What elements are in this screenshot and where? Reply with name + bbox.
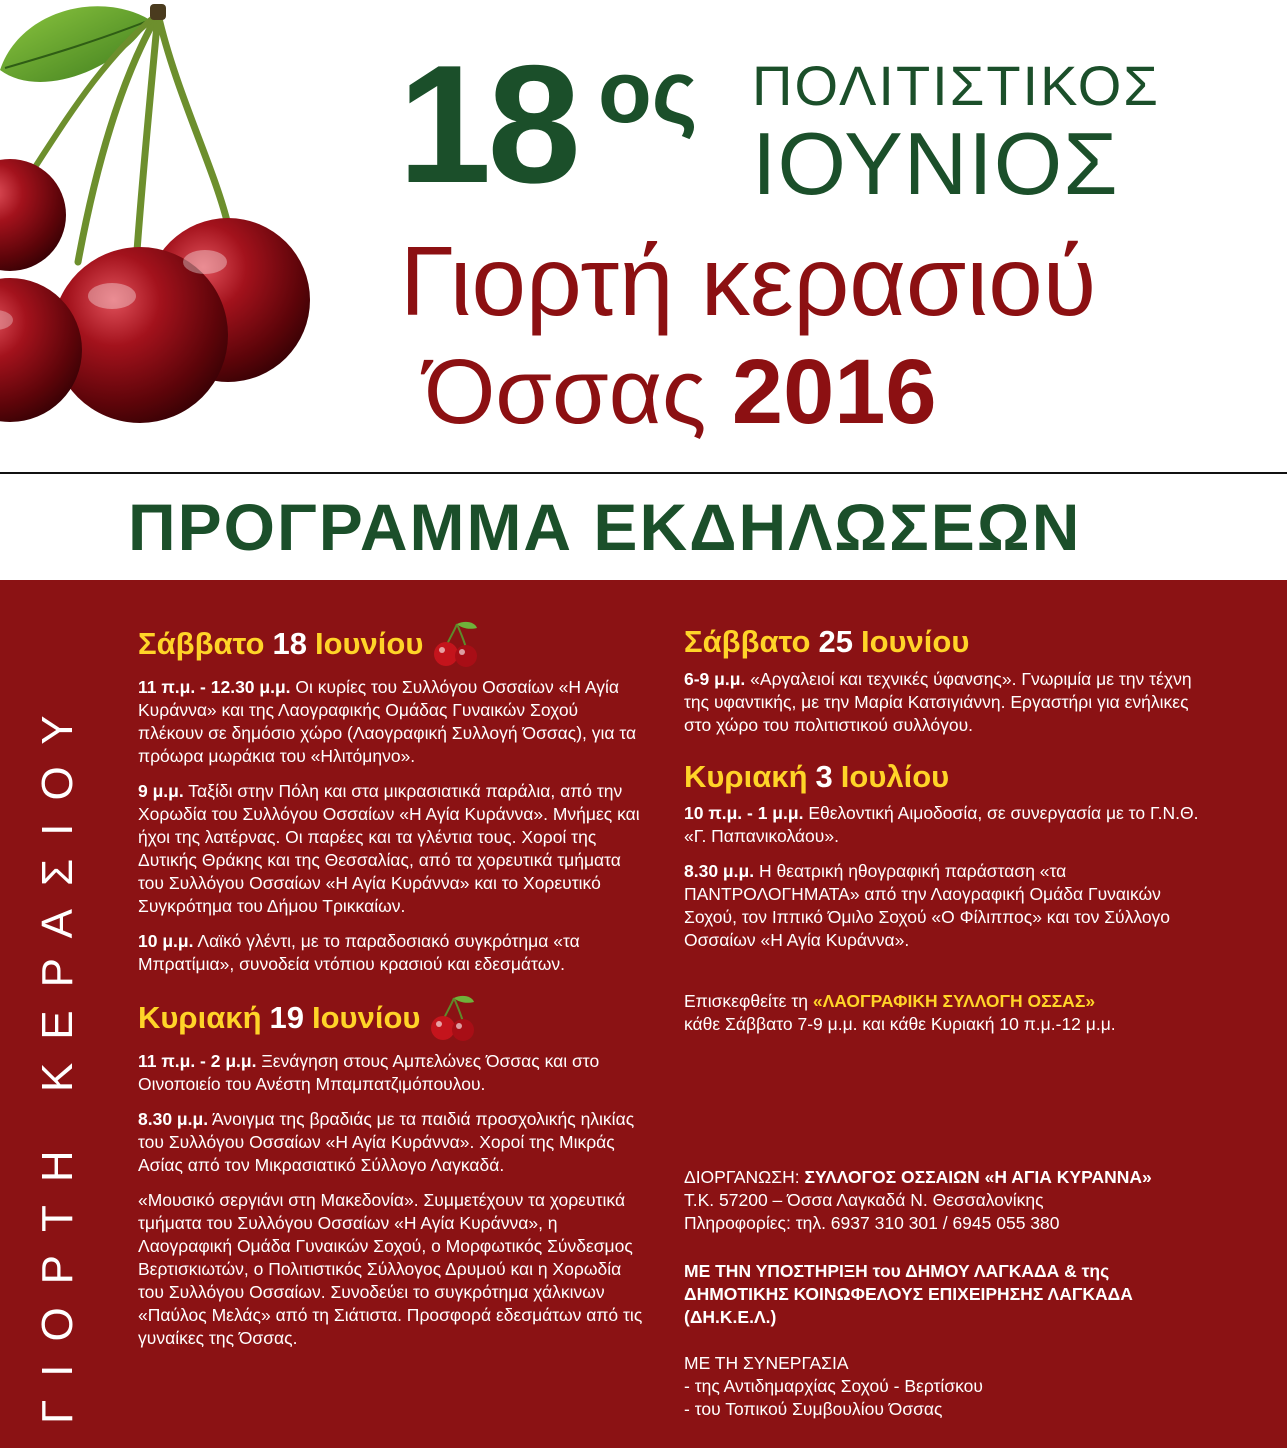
festival-subtitle (424, 341, 937, 443)
cherry-shape (0, 159, 66, 271)
day-number: 25 (818, 624, 853, 659)
vertical-festival-label: ΓΙΟΡΤΗ ΚΕΡΑΣΙΟΥ (33, 692, 82, 1424)
collab-item: - της Αντιδημαρχίας Σοχού - Βερτίσκου (684, 1376, 983, 1396)
day-heading-sat18 (138, 620, 648, 668)
day-weekday: Σάββατο (684, 624, 811, 659)
event-item (138, 1108, 648, 1177)
day-month: Ιουλίου (840, 758, 950, 794)
visit-museum-name: «ΛΑΟΓΡΑΦΙΚΗ ΣΥΛΛΟΓΗ ΟΣΣΑΣ» (812, 991, 1096, 1012)
support-line: ΔΗΜΟΤΙΚΗΣ ΚΟΙΝΩΦΕΛΟΥΣ ΕΠΙΧΕΙΡΗΣΗΣ ΛΑΓΚΑΔΑ (684, 1284, 1133, 1304)
support-block (684, 1260, 1244, 1329)
organizer-label: ΔΙΟΡΓΑΝΩΣΗ: (684, 1167, 800, 1187)
collab-item: - του Τοπικού Συμβουλίου Όσσας (684, 1399, 943, 1419)
event-text: «Μουσικό σεργιάνι στη Μακεδονία». Συμμετέχουν τα χορευτικά τμήματα του Συλλόγου Οσσαίων «Η Αγία Κυράννα», η Λαογραφική Ομάδα Γυναικών Σοχού, ο Μορφωτικός Σύνδεσμος Βερτισκιωτών, ο Πολιτιστικός Σύλλογος Δρυμού και η Χορωδία του Συλλόγου Οσσαίων. Συνοδεύει το συγκρότημα χάλκινων «Παύλος Μελάς» από τη Σιάτιστα. Προσφορά εδεσμάτων από τις γυναίκες της Όσσας. (138, 1190, 643, 1348)
organizer-name: ΣΥΛΛΟΓΟΣ ΟΣΣΑΙΩΝ «Η ΑΓΙΑ ΚΥΡΑΝΝΑ» (804, 1167, 1152, 1187)
festival-place: Όσσας (424, 341, 707, 443)
event-time: 11 π.μ. - 2 μ.μ. (138, 1051, 257, 1071)
event-item (684, 802, 1204, 848)
event-text: «Αργαλειοί και τεχνικές ύφανσης». Γνωριμία με την τέχνη της υφαντικής, με την Μαρία Κατσιγιάννη. Εργαστήρι για ενήλικες στο χώρο του πολιτιστικού συλλόγου. (684, 668, 1192, 735)
cherry-icon (431, 620, 483, 668)
visit-schedule: κάθε Σάββατο 7-9 μ.μ. και κάθε Κυριακή 10 π.μ.-12 μ.μ. (684, 1014, 1116, 1035)
support-line: (ΔΗ.Κ.Ε.Λ.) (684, 1307, 777, 1327)
day-weekday: Κυριακή (684, 758, 808, 794)
event-item (138, 1189, 648, 1350)
organizer-address: Τ.Κ. 57200 – Όσσα Λαγκαδά Ν. Θεσσαλονίκης (684, 1190, 1044, 1210)
event-text: Εθελοντική Αιμοδοσία, σε συνεργασία με το Γ.Ν.Θ. «Γ. Παπανικολάου». (684, 803, 1199, 847)
program-right-column (684, 624, 1204, 1036)
event-item (684, 668, 1204, 737)
festival-year: 2016 (731, 341, 937, 443)
event-name-line2: ΙΟΥΝΙΟΣ (752, 114, 1119, 213)
event-time: 9 μ.μ. (138, 781, 184, 801)
event-item (138, 676, 648, 768)
festival-title: Γιορτή κερασιού (400, 226, 1097, 336)
day-number: 3 (815, 758, 833, 794)
event-name-line1: ΠΟΛΙΤΙΣΤΙΚΟΣ (752, 54, 1160, 117)
day-weekday: Κυριακή (138, 1000, 262, 1036)
event-text: Λαϊκό γλέντι, με το παραδοσιακό συγκρότημα «τα Μπρατίμια», συνοδεία ντόπιου κρασιού και εδεσμάτων. (138, 931, 580, 974)
edition-number: 18 (398, 30, 577, 218)
day-weekday: Σάββατο (138, 626, 265, 662)
cherry-icon (428, 994, 480, 1042)
day-heading-sat25 (684, 624, 1204, 660)
visit-prefix: Επισκεφθείτε τη (684, 991, 808, 1012)
event-time: 6-9 μ.μ. (684, 668, 746, 689)
event-time: 8.30 μ.μ. (138, 1109, 209, 1129)
program-title: ΠΡΟΓΡΑΜΜΑ ΕΚΔΗΛΩΣΕΩΝ (128, 490, 1082, 564)
event-time: 8.30 μ.μ. (684, 861, 755, 882)
event-item (138, 1050, 648, 1096)
organizer-block (684, 1166, 1244, 1235)
header-divider (0, 472, 1287, 474)
museum-visit-note (684, 990, 1204, 1036)
event-text: Ξενάγηση στους Αμπελώνες Όσσας και στο Οινοποιείο του Ανέστη Μπαμπατζιμόπουλου. (138, 1051, 600, 1094)
day-number: 19 (269, 1000, 304, 1036)
event-time: 10 μ.μ. (138, 931, 194, 951)
support-line: ΜΕ ΤΗΝ ΥΠΟΣΤΗΡΙΞΗ του ΔΗΜΟΥ ΛΑΓΚΑΔΑ & της (684, 1261, 1110, 1281)
program-left-column (138, 620, 648, 1350)
event-text: Η θεατρική ηθογραφική παράσταση «τα ΠΑΝΤΡΟΛΟΓΗΜΑΤΑ» από την Λαογραφική Ομάδα Γυναικών Σοχού, τον Ιππικό Όμιλο Σοχού «Ο Φίλιππος» και τον Σύλλογο Οσσαίων «Η Αγία Κυράννα». (684, 861, 1171, 951)
event-text: Οι κυρίες του Συλλόγου Οσσαίων «Η Αγία Κυράννα» και της Λαογραφικής Ομάδας Γυναικών Σοχού πλέκουν σε δημόσιο χώρο (Λαογραφική Συλλογή Όσσας), για τα πρόωρα μωράκια του «Ηλιτόμηνο». (138, 677, 637, 766)
poster-header (0, 0, 1287, 472)
event-item (138, 930, 648, 976)
day-month: Ιουνίου (312, 1000, 421, 1036)
day-number: 18 (272, 626, 307, 662)
organizer-phones: Πληροφορίες: τηλ. 6937 310 301 / 6945 055 380 (684, 1213, 1060, 1233)
collaboration-block (684, 1352, 1244, 1421)
collab-title: ΜΕ ΤΗ ΣΥΝΕΡΓΑΣΙΑ (684, 1353, 849, 1373)
cherries-illustration (0, 0, 380, 440)
event-text: Ταξίδι στην Πόλη και στα μικρασιατικά παράλια, από την Χορωδία του Συλλόγου Οσσαίων «Η Αγία Κυράννα». Μνήμες και ήχοι της λατέρνας. Οι παρέες και τα γλέντια τους. Χοροί της Δυτικής Θράκης και της Θεσσαλίας, από τα χορευτικά τμήματα του Συλλόγου Οσσαίων «Η Αγία Κυράννα» και το Χορευτικό Συγκρότημα του Δήμου Τρικκαίων. (138, 781, 640, 916)
event-time: 10 π.μ. - 1 μ.μ. (684, 803, 804, 824)
day-month: Ιουνίου (314, 626, 424, 662)
edition-suffix: ος (598, 42, 698, 141)
event-item (138, 780, 648, 918)
day-heading-sun19 (138, 994, 648, 1042)
day-month: Ιουνίου (860, 624, 970, 659)
event-time: 11 π.μ. - 12.30 μ.μ. (138, 677, 291, 697)
event-item (684, 860, 1204, 952)
event-text: Άνοιγμα της βραδιάς με τα παιδιά προσχολικής ηλικίας του Συλλόγου Οσσαίων «Η Αγία Κυράννα». Χοροί της Μικράς Ασίας από τον Μικρασιατικό Σύλλογο Λαγκαδά. (138, 1109, 635, 1175)
day-heading-sun3 (684, 759, 1204, 795)
